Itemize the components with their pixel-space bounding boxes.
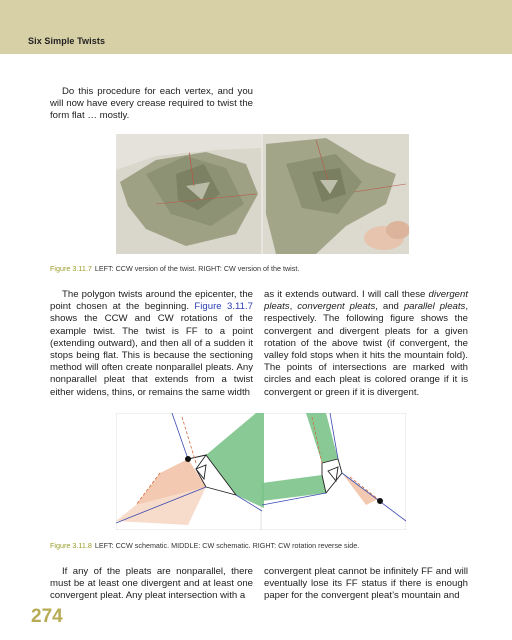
figure-3-11-7-caption	[50, 264, 299, 273]
bottom-left-column	[50, 566, 253, 603]
term-parallel: parallel pleats	[403, 301, 466, 313]
page-number: 274	[31, 606, 63, 627]
intersection-marker	[377, 498, 383, 504]
intersection-marker	[185, 456, 191, 462]
figure-label: Figure 3.11.8	[50, 541, 92, 550]
left-text-a: The polygon twists around the epicenter, the point chosen at the beginning.	[50, 289, 253, 313]
term-convergent: convergent pleats	[297, 301, 376, 313]
figure-link[interactable]: Figure 3.11.7	[194, 301, 253, 313]
caption-text: LEFT: CCW version of the twist. RIGHT: CW version of the twist.	[94, 264, 300, 273]
figure-3-11-7-photos	[116, 134, 409, 254]
left-text-b: shows the CCW and CW rotations of the example twist. The twist is FF to a point (extending outward), and then all of a sudden it stops being flat. This is because the sectioning method will often create nonparallel pleats. Any nonparallel pleat that extends from a twist either widens, thins, or remains the same width	[50, 313, 253, 398]
figure-3-11-8-caption	[50, 541, 359, 550]
intro-text: Do this procedure for each vertex, and you will now have every crease required to twist the form flat … mostly.	[50, 86, 253, 122]
left-column	[50, 289, 253, 399]
figure-label: Figure 3.11.7	[50, 264, 92, 273]
intro-paragraph	[50, 86, 253, 123]
bottom-left-text: If any of the pleats are nonparallel, there must be at least one divergent and at least one convergent pleat. Any pleat intersection with a	[50, 566, 253, 602]
running-title: Six Simple Twists	[28, 36, 106, 46]
caption-text: LEFT: CCW schematic. MIDDLE: CW schematic. RIGHT: CW rotation reverse side.	[94, 541, 360, 550]
left-column-paragraph	[50, 289, 253, 399]
twist-schematics	[116, 413, 406, 530]
term-divergent: divergent pleats	[264, 289, 468, 313]
twist-photos	[116, 134, 409, 254]
right-text-4: , respectively. The following figure shows the convergent and divergent pleats for a given rotation of the above twist (if convergent, the valley fold stops when it hits the mountain fold). The points of intersections are marked with circles and each pleat is colored orange if it is convergent or green if it is divergent.	[264, 301, 468, 398]
bottom-right-column	[264, 566, 468, 603]
figure-3-11-8-schematics	[116, 413, 406, 530]
header-band	[0, 0, 512, 54]
cw-twist-photo	[263, 134, 409, 254]
right-text-3: , and	[375, 301, 404, 313]
right-text-2: ,	[289, 301, 298, 313]
ccw-twist-photo	[116, 134, 261, 254]
right-text-1: as it extends outward. I will call these	[264, 289, 429, 300]
right-column	[264, 289, 468, 399]
right-column-paragraph	[264, 289, 468, 399]
bottom-right-text: convergent pleat cannot be infinitely FF and will eventually lose its FF status if there is enough paper for the convergent pleat’s mountain and	[264, 566, 468, 602]
